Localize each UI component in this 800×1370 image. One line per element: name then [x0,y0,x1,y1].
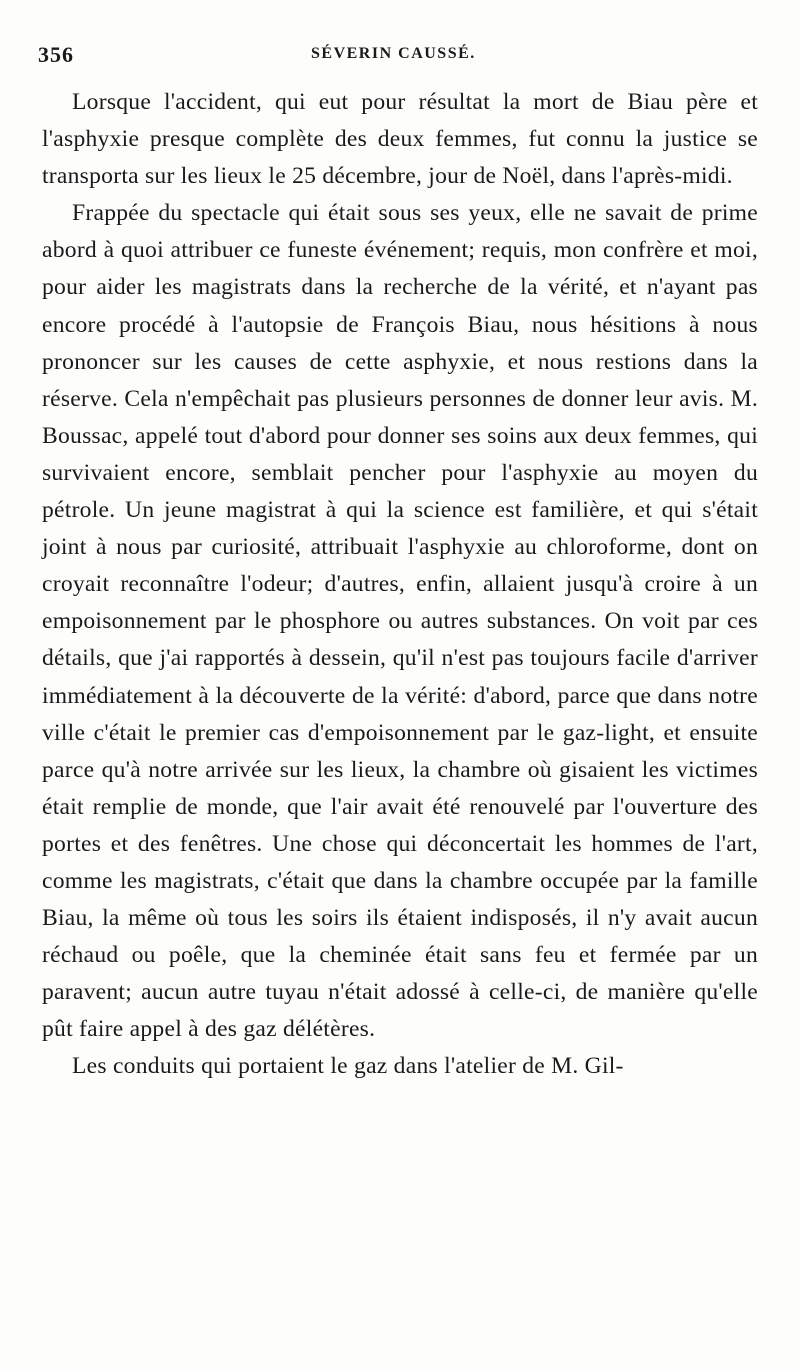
running-head-title: SÉVERIN CAUSSÉ. [311,45,476,62]
page-number: 356 [38,42,74,67]
running-head [38,42,758,72]
body-text [42,84,758,1086]
paragraph: Les conduits qui portaient le gaz dans l'atelier de M. Gil- [72,1053,624,1080]
paragraph: Lorsque l'accident, qui eut pour résultat la mort de Biau père et l'asphyxie presque complète des deux femmes, fut connu la justice se transporta sur les lieux le 25 décembre, jour de Noël, dans l'après-midi. [42,89,758,190]
paragraph: Frappée du spectacle qui était sous ses yeux, elle ne savait de prime abord à quoi attribuer ce funeste événement; requis, mon confrère et moi, pour aider les magistrats dans la recherche de la vérité, et n'ayant pas encore procédé à l'autopsie de François Biau, nous hésitions à nous prononcer sur les causes de cette asphyxie, et nous restions dans la réserve. Cela n'empêchait pas plusieurs personnes de donner leur avis. M. Boussac, appelé tout d'abord pour donner ses soins aux deux femmes, qui survivaient encore, semblait pencher pour l'asphyxie au moyen du pétrole. Un jeune magistrat à qui la science est familière, et qui s'était joint à nous par curiosité, attribuait l'asphyxie au chloroforme, dont on croyait reconnaître l'odeur; d'autres, enfin, allaient jusqu'à croire à un empoisonnement par le phosphore ou autres substances. On voit par ces détails, que j'ai rapportés à dessein, qu'il n'est pas toujours facile d'arriver immédiatement à la découverte de la vérité: d'abord, parce que dans notre ville c'était le premier cas d'empoisonnement par le gaz-light, et ensuite parce qu'à notre arrivée sur les lieux, la chambre où gisaient les victimes était remplie de monde, que l'air avait été renouvelé par l'ouverture des portes et des fenêtres. Une chose qui déconcertait les hommes de l'art, comme les magistrats, c'était que dans la chambre occupée par la famille Biau, la même où tous les soirs ils étaient indisposés, il n'y avait aucun réchaud ou poêle, que la cheminée était sans feu et fermée par un paravent; aucun autre tuyau n'était adossé à celle-ci, de manière qu'elle pût faire appel à des gaz délétères. [42,200,758,1043]
